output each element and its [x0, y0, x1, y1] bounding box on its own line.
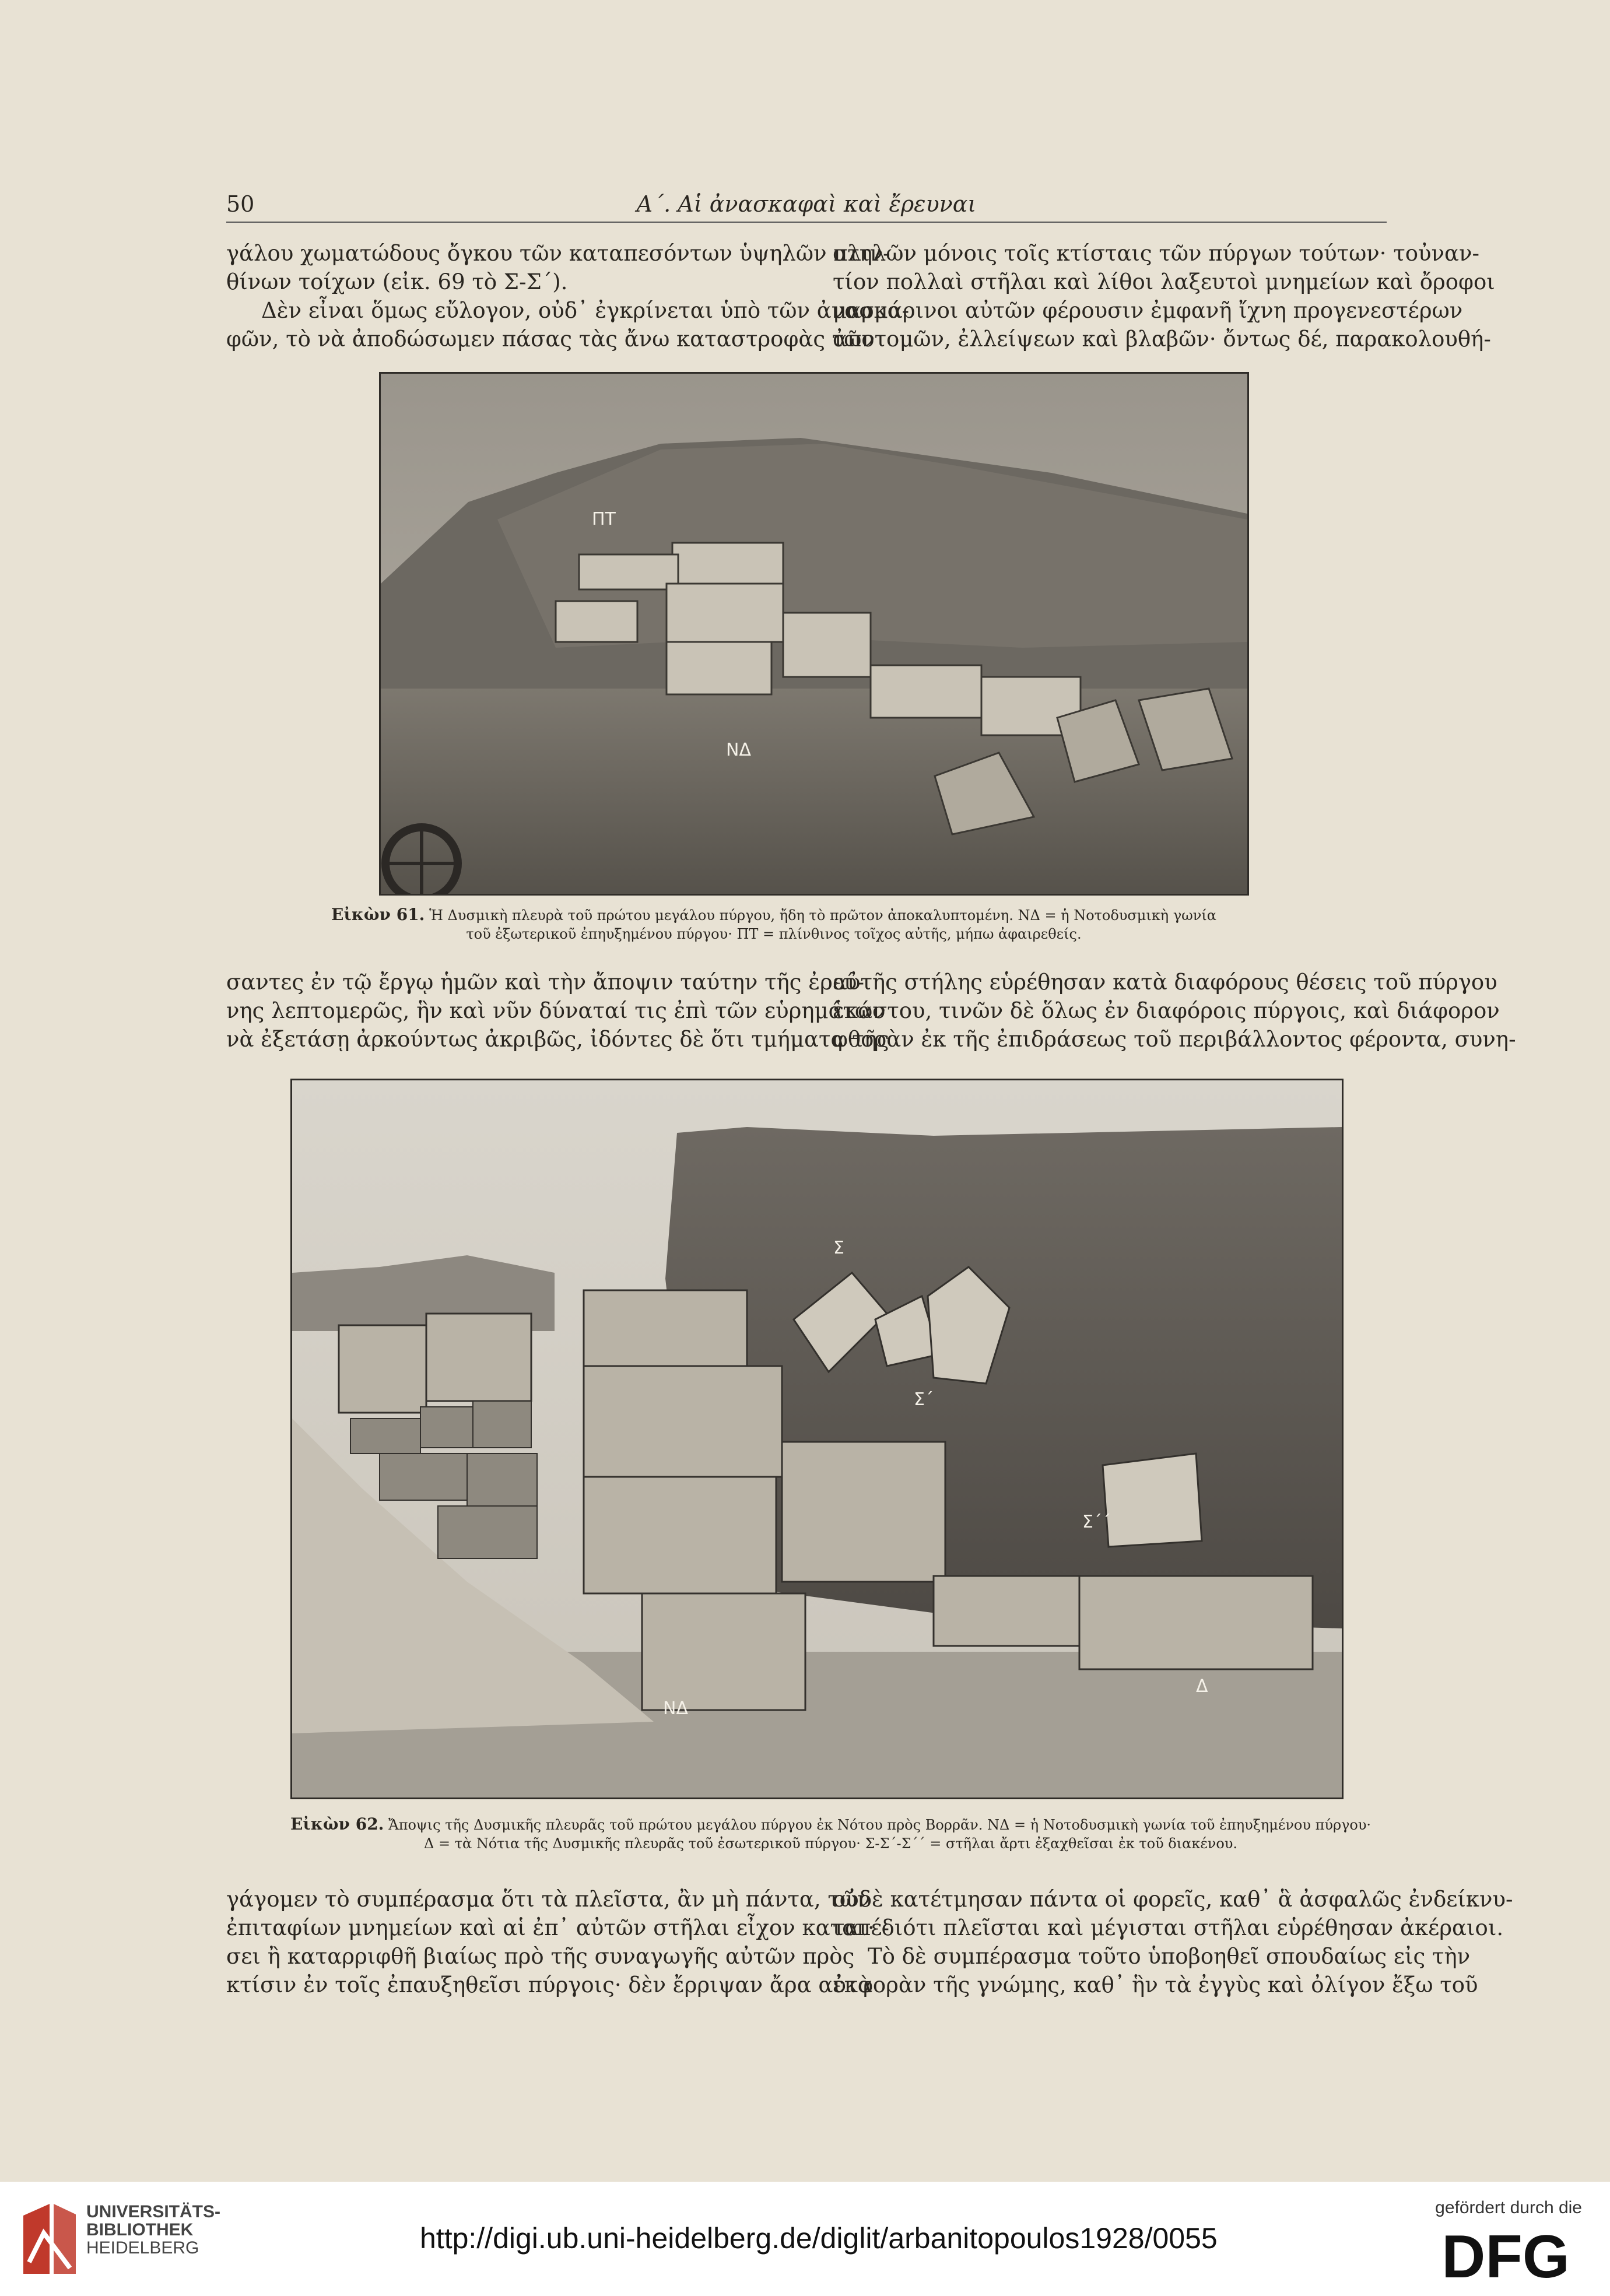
middle-left-column — [226, 968, 889, 1054]
text-line: νὰ ἐξετάσῃ ἀρκούντως ἀκριβῶς, ἰδόντες δὲ ὅτι τμήματα τῆς — [226, 1027, 889, 1052]
running-header — [226, 191, 1387, 224]
label-sigma: Σ — [833, 1238, 844, 1258]
text-line: γάλου χωματώδους ὄγκου τῶν καταπεσόντων ὑψηλῶν πλιν- — [226, 241, 890, 266]
label-delta: Δ — [1196, 1676, 1208, 1697]
text-line: οὐδὲ κατέτμησαν πάντα οἱ φορεῖς, καθ᾿ ἃ ἀσφαλῶς ἐνδείκνυ- — [833, 1887, 1513, 1912]
dfg-logo-icon[interactable] — [1429, 2227, 1582, 2283]
text-line: σαντες ἐν τῷ ἔργῳ ἡμῶν καὶ τὴν ἄποψιν ταύτην τῆς ἐρεύ- — [226, 970, 865, 995]
text-line: Δὲν εἶναι ὅμως εὔλογον, οὐδ᾿ ἐγκρίνεται ὑπὸ τῶν ἀνασκα- — [261, 298, 910, 323]
text-line: σει ἢ καταρριφθῆ βιαίως πρὸ τῆς συναγωγῆς αὐτῶν πρὸς — [226, 1944, 855, 1969]
text-line: θίνων τοίχων (εἰκ. 69 τὸ Σ-Σ΄). — [226, 269, 568, 294]
text-line: Τὸ δὲ συμπέρασμα τοῦτο ὑποβοηθεῖ σπουδαίως εἰς τὴν — [868, 1944, 1471, 1969]
figure-62-caption — [290, 1815, 1371, 1853]
figure-61-caption — [331, 905, 1216, 943]
caption-line — [290, 1815, 1371, 1834]
text-line: ἐπιταφίων μνημείων καὶ αἱ ἐπ᾿ αὐτῶν στῆλαι εἶχον καταπέ- — [226, 1915, 890, 1940]
digitization-footer — [0, 2182, 1610, 2296]
label-sigma-prime: Σ΄ — [914, 1389, 934, 1410]
text-line: ται· διότι πλεῖσται καὶ μέγισται στῆλαι εὑρέθησαν ἀκέραιοι. — [833, 1915, 1504, 1940]
text-line: ἐκφορὰν τῆς γνώμης, καθ᾿ ἣν τὰ ἐγγὺς καὶ ὀλίγον ἔξω τοῦ — [833, 1972, 1478, 1997]
figure-number: Εἰκὼν 62. — [290, 1814, 384, 1834]
text-line: ἑκάστου, τινῶν δὲ ὅλως ἐν διαφόροις πύργοις, καὶ διάφορον — [833, 998, 1500, 1023]
top-right-column — [833, 239, 1495, 353]
text-line: κτίσιν ἐν τοῖς ἐπαυξηθεῖσι πύργοις· δὲν ἔρριψαν ἄρα αὐτὰ — [226, 1972, 873, 1997]
text-line: μαρμάρινοι αὐτῶν φέρουσιν ἐμφανῆ ἴχνη προγενεστέρων — [833, 298, 1463, 323]
caption-line: τοῦ ἐξωτερικοῦ ἐπηυξημένου πύργου· ΠΤ = πλίνθινος τοῖχος αὐτῆς, μήπω ἀφαιρεθείς. — [466, 926, 1082, 942]
funded-by-text: gefördert durch die — [1435, 2198, 1582, 2217]
figure-number: Εἰκὼν 61. — [331, 905, 425, 924]
page-number: 50 — [226, 191, 255, 217]
library-name[interactable] — [86, 2203, 220, 2257]
text-line: αὐτῆς στήλης εὑρέθησαν κατὰ διαφόρους θέσεις τοῦ πύργου — [833, 970, 1497, 995]
bottom-left-column — [226, 1885, 889, 1999]
top-left-column — [226, 239, 909, 353]
excavation-photo-62 — [292, 1080, 1342, 1798]
caption-line — [331, 905, 1216, 925]
text-line: γάγομεν τὸ συμπέρασμα ὅτι τὰ πλεῖστα, ἂν μὴ πάντα, τῶν — [226, 1887, 871, 1912]
bottom-right-column — [833, 1885, 1513, 1999]
text-line: τίον πολλαὶ στῆλαι καὶ λίθοι λαξευτοὶ μνημείων καὶ ὄροφοι — [833, 269, 1495, 294]
permalink-url[interactable]: http://digi.ub.uni-heidelberg.de/diglit/arbanitopoulos1928/0055 — [420, 2222, 1218, 2255]
label-nd: ΝΔ — [726, 740, 751, 760]
caption-text: Ἡ Δυσμικὴ πλευρὰ τοῦ πρώτου μεγάλου πύργου, ἤδη τὸ πρῶτον ἀποκαλυπτομένη. ΝΔ = ἡ Νοτοδυσμικὴ γωνία — [429, 907, 1216, 924]
dfg-logo-text: DFG — [1441, 2227, 1570, 2283]
text-line: φῶν, τὸ νὰ ἀποδώσωμεν πάσας τὰς ἄνω καταστροφὰς τῶν — [226, 327, 875, 352]
university-library-logo-icon[interactable] — [17, 2198, 82, 2280]
library-line: UNIVERSITÄTS- — [86, 2202, 221, 2221]
label-pt: ΠΤ — [592, 509, 616, 529]
text-line: στηλῶν μόνοις τοῖς κτίσταις τῶν πύργων τούτων· τοὐναν- — [833, 241, 1479, 266]
caption-line: Δ = τὰ Νότια τῆς Δυσμικῆς πλευρᾶς τοῦ ἐσωτερικοῦ πύργου· Σ-Σ΄-Σ΄΄ = στῆλαι ἄρτι ἐξαχθεῖσαι ἐκ τοῦ διακένου. — [424, 1835, 1238, 1852]
text-line: φθορὰν ἐκ τῆς ἐπιδράσεως τοῦ περιβάλλοντος φέροντα, συνη- — [833, 1027, 1516, 1052]
text-line: νης λεπτομερῶς, ἣν καὶ νῦν δύναταί τις ἐπὶ τῶν εὑρημάτων — [226, 998, 886, 1023]
excavation-photo-61 — [381, 374, 1247, 894]
middle-right-column — [833, 968, 1516, 1054]
library-line: BIBLIOTHEK — [86, 2220, 194, 2239]
label-sigma-double-prime: Σ΄΄ — [1082, 1512, 1111, 1532]
figure-62-photo — [290, 1079, 1344, 1799]
running-title: Α΄. Αἱ ἀνασκαφαὶ καὶ ἔρευναι — [636, 191, 977, 217]
label-nd: ΝΔ — [663, 1698, 688, 1719]
figure-61-photo — [379, 372, 1249, 896]
header-rule — [226, 222, 1387, 223]
library-line: HEIDELBERG — [86, 2238, 199, 2258]
text-line: ἀποτομῶν, ἐλλείψεων καὶ βλαβῶν· ὄντως δέ, παρακολουθή- — [833, 327, 1491, 352]
caption-text: Ἄποψις τῆς Δυσμικῆς πλευρᾶς τοῦ πρώτου μεγάλου πύργου ἐκ Νότου πρὸς Βορρᾶν. ΝΔ = ἡ Νοτοδυσμικὴ γωνία τοῦ ἐπηυξημένου πύργου· — [388, 1817, 1372, 1833]
